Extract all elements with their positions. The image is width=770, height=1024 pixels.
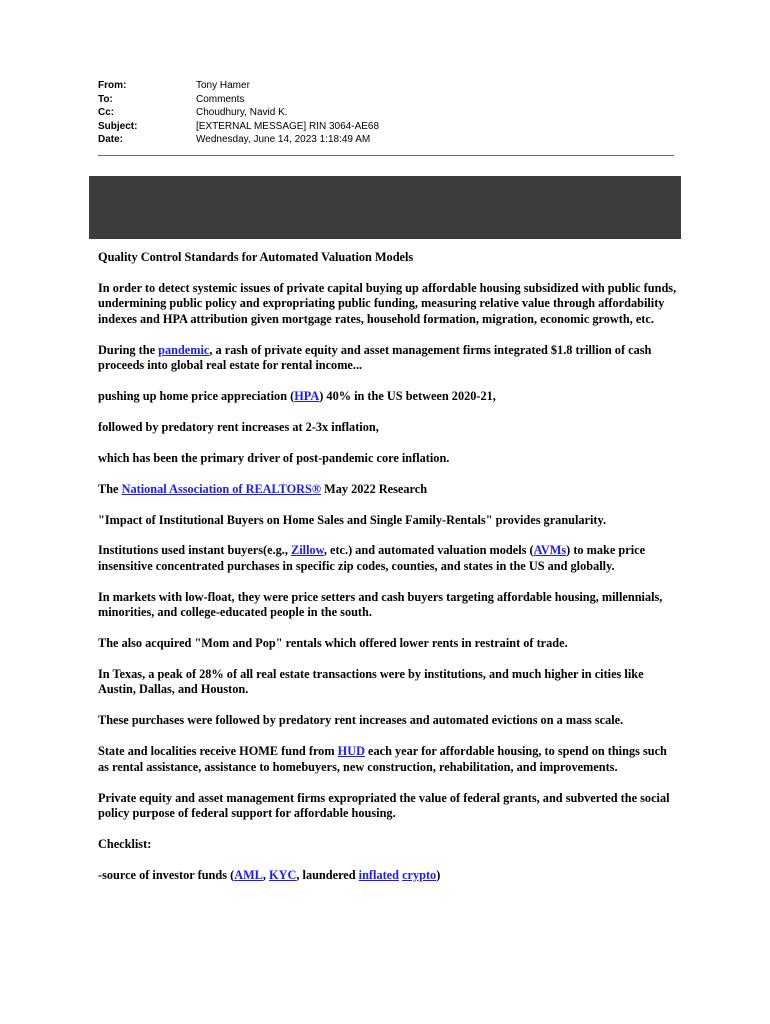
text: pushing up home price appreciation ( — [98, 388, 295, 403]
external-message-banner — [89, 176, 681, 239]
text: The — [98, 481, 122, 496]
date-row — [98, 133, 674, 147]
paragraph-rent: followed by predatory rent increases at 2-3x inflation, — [98, 419, 379, 434]
text: , etc.) and automated valuation models ( — [323, 543, 534, 558]
to-value: Comments — [196, 93, 245, 105]
kyc-link[interactable]: KYC — [269, 867, 297, 882]
subject-value: [EXTERNAL MESSAGE] RIN 3064-AE68 — [196, 120, 380, 132]
paragraph-markets: In markets with low-float, they were price setters and cash buyers targeting affordable housing, millennials, minorities, and college-educated people in the south. — [98, 589, 663, 620]
paragraph-texas: In Texas, a peak of 28% of all real estate transactions were by institutions, and much higher in cities like Austin, Dallas, and Houston. — [98, 667, 644, 697]
paragraph-nar — [98, 482, 678, 497]
paragraph-expropriation: Private equity and asset management firms expropriated the value of federal grants, and subverted the social policy purpose of federal support for affordable housing. — [98, 790, 670, 820]
from-row — [98, 79, 674, 93]
email-body — [98, 250, 678, 899]
paragraph-evictions: These purchases were followed by predatory rent increases and automated evictions on a mass scale. — [98, 713, 624, 728]
text: During the — [98, 342, 159, 357]
text: , — [262, 867, 270, 882]
crypto-link[interactable]: crypto — [402, 867, 437, 882]
text: Institutions used instant buyers(e.g., — [98, 543, 292, 558]
text: ) — [436, 867, 441, 882]
text: , a rash of private equity and asset management firms integrated $1.8 trillion of cash proceeds into global real estate for rental income... — [98, 342, 652, 373]
pandemic-link[interactable]: pandemic — [158, 342, 210, 357]
email-header — [98, 79, 674, 147]
paragraph-mom-and-pop: The also acquired "Mom and Pop" rentals which offered lower rents in restraint of trade. — [98, 636, 568, 651]
checklist-heading: Checklist: — [98, 836, 152, 851]
text: -source of investor funds ( — [98, 867, 235, 882]
cc-row — [98, 106, 674, 120]
paragraph-impact: "Impact of Institutional Buyers on Home Sales and Single Family-Rentals" provides granularity. — [98, 512, 607, 527]
paragraph-pandemic — [98, 343, 678, 374]
subject-row — [98, 120, 674, 134]
paragraph-home-fund — [98, 744, 678, 775]
text: ) to make price insensitive concentrated purchases in specific zip codes, counties, and states in the US and globally. — [98, 543, 646, 573]
text: State and localities receive HOME fund from — [98, 744, 338, 759]
hud-link[interactable]: HUD — [337, 744, 365, 759]
from-label: From: — [98, 80, 127, 91]
text: May 2022 Research — [321, 481, 428, 496]
document-title: Quality Control Standards for Automated Valuation Models — [98, 250, 414, 264]
from-value: Tony Hamer — [196, 80, 250, 91]
subject-label: Subject: — [98, 120, 138, 132]
to-label: To: — [98, 93, 113, 105]
text: ) 40% in the US between 2020-21, — [319, 388, 496, 403]
paragraph-institutions — [98, 543, 678, 574]
zillow-link[interactable]: Zillow — [291, 543, 324, 558]
hpa-link[interactable]: HPA — [294, 388, 320, 403]
nar-link[interactable]: National Association of REALTORS® — [121, 481, 322, 496]
avms-link[interactable]: AVMs — [533, 543, 567, 558]
text: , laundered — [296, 867, 359, 882]
inflated-link[interactable]: inflated — [358, 867, 399, 882]
cc-label: Cc: — [98, 107, 115, 118]
header-divider — [98, 155, 674, 156]
date-value: Wednesday, June 14, 2023 1:18:49 AM — [196, 134, 371, 145]
checklist-item-investor-funds — [98, 868, 678, 883]
paragraph-inflation: which has been the primary driver of post-pandemic core inflation. — [98, 450, 450, 465]
text: each year for affordable housing, to spend on things such as rental assistance, assistance to homebuyers, new construction, rehabilitation, and improvements. — [98, 744, 667, 774]
paragraph-intro: In order to detect systemic issues of private capital buying up affordable housing subsidized with public funds, undermining public policy and expropriating public funding, measuring relative value through affordability indexes and HPA attribution given mortgage rates, household formation, migration, economic growth, etc. — [98, 280, 677, 326]
cc-value: Choudhury, Navid K. — [196, 107, 288, 118]
paragraph-hpa — [98, 389, 678, 404]
aml-link[interactable]: AML — [234, 867, 263, 882]
date-label: Date: — [98, 134, 124, 145]
to-row — [98, 93, 674, 107]
